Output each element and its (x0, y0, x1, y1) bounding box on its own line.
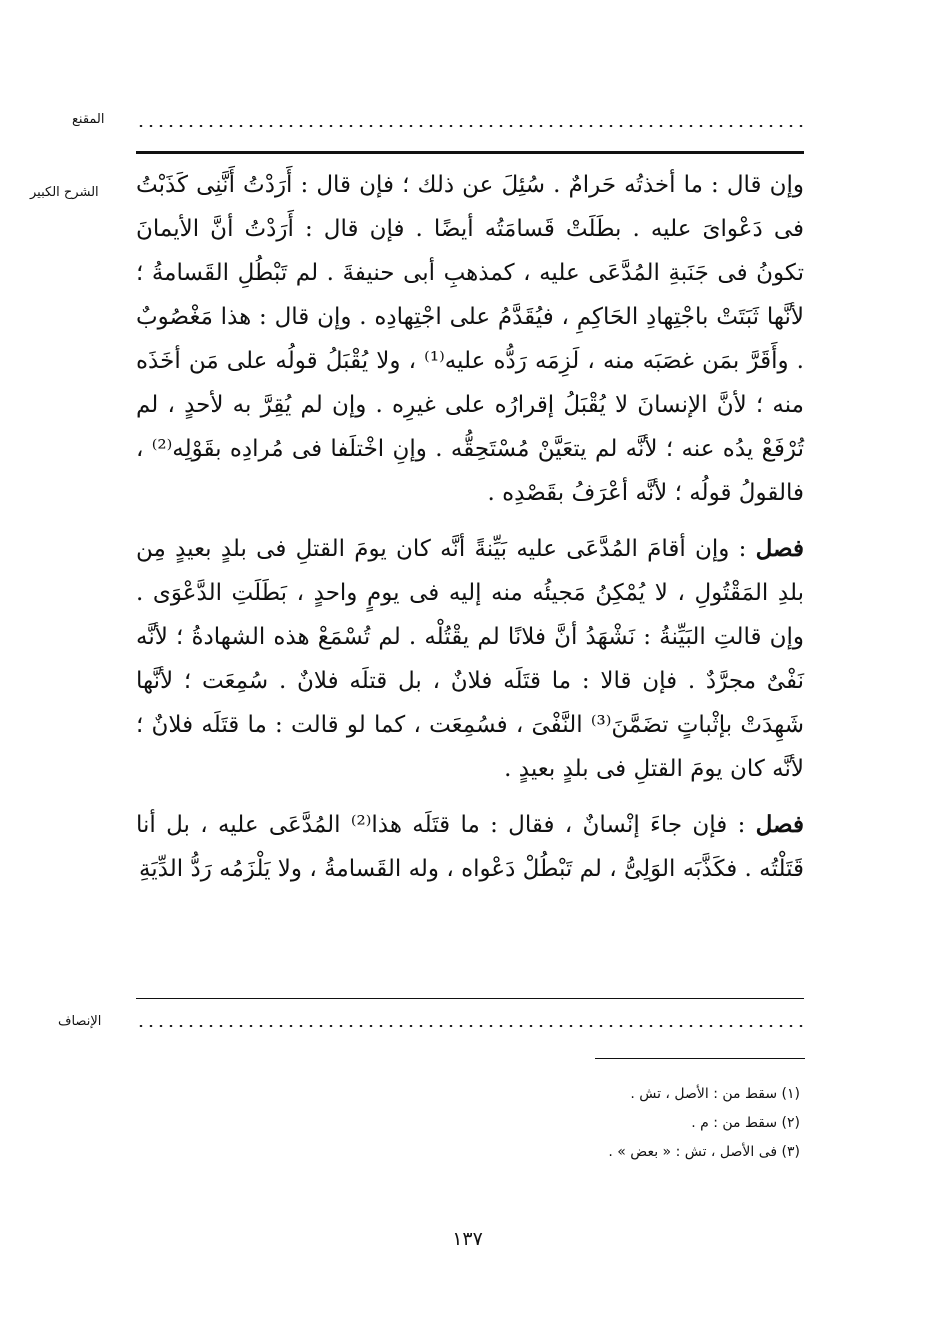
side-label-sharh: الشرح الكبير (30, 185, 99, 200)
footnotes (460, 1080, 800, 1167)
header-dotted-line (136, 125, 804, 127)
footer-rule (136, 998, 804, 999)
paragraph-3 (136, 803, 804, 891)
paragraph-2 (136, 527, 804, 791)
footnote-3: (٣) فى الأصل ، تش : « بعض » . (608, 1144, 800, 1160)
main-text (136, 163, 804, 891)
paragraph-2-text: : وإن أقامَ المُدَّعَى عليه بَيِّنةً أنَّه كان يومَ القتلِ فى بلدٍ بعيدٍ مِن بلدِ المَقْتُولِ ، لا يُمْكِنُ مَجيئُه منه إليه فى يومٍ واحدٍ ، بَطَلَتِ الدَّعْوَى . وإن قالتِ البَيِّنةُ : نَشْهَدُ أنَّ فلانًا لم يقْتُلْه . لم تُسْمَعْ هذه الشهادةُ ؛ لأنَّه نَفْىٌ مجرَّدٌ . فإن قالا : ما قتَلَه فلانٌ ، بل قتلَه فلانٌ . سُمِعَت ؛ لأنَّها شَهِدَتْ بإثْباتٍ تضَمَّنَ⁽³⁾ النَّفْىَ ، فسُمِعَت ، كما لو قالت : ما قتَلَه فلانٌ ؛ لأنَّه كان يومَ القتلِ فى بلدٍ بعيدٍ . (136, 536, 805, 782)
paragraph-1-text: وإن قال : ما أخذتُه حَرامٌ . سُئِلَ عن ذلك ؛ فإن قال : أَرَدْتُ أَنَّنِى كَذَبْتُ فى دَعْواىَ عليه . بطَلَتْ قَسامَتُه أيضًا . فإن قال : أَرَدْتُ أنَّ الأيمانَ تكونُ فى جَنَبةِ المُدَّعَى عليه ، كمذهبِ أبى حنيفةَ . لم تَبْطُلِ القَسامةُ ؛ لأنَّها ثَبَتَتْ باجْتِهادِ الحَاكِمِ ، فيُقَدَّمُ على اجْتِهادِه . وإن قال : هذا مَغْصُوبٌ . وأَقَرَّ بمَن غصَبَه منه ، لَزِمَه رَدُّه عليه⁽¹⁾ ، ولا يُقْبَلُ قولُه على مَن أخَذَه منه ؛ لأنَّ الإنسانَ لا يُقْبَلُ إقرارُه على غيرِه . وإن لم يُقِرَّ به لأحدٍ ، لم تُرْفَعْ يدُه عنه ؛ لأنَّه لم يتعَيَّنْ مُسْتَحِقُّه . وإنِ اخْتلَفا فى مُرادِه بقَوْلِه⁽²⁾ ، فالقولُ قولُه ؛ لأنَّه أعْرَفُ بقَصْدِه . (136, 172, 804, 506)
section-keyword: فصل (755, 811, 804, 838)
footnote-2: (٢) سقط من : م . (691, 1115, 800, 1131)
footnote-separator (595, 1058, 805, 1059)
header-rule (136, 151, 804, 154)
paragraph-3-text: : فإن جاءَ إنْسانٌ ، فقال : ما قتَلَه هذا⁽²⁾ المُدَّعَى عليه ، بل أنا قَتَلْتُه . فكَذَّبَه الوَلِىُّ ، لم تَبْطُلْ دَعْواه ، وله القَسامةُ ، ولا يَلْزَمُه رَدُّ الدِّيَةِ (136, 812, 804, 882)
footnote-1: (١) سقط من : الأصل ، تش . (630, 1086, 800, 1102)
header-label-muqni: المقنع (72, 112, 105, 127)
section-keyword: فصل (755, 535, 804, 562)
page-number: ١٣٧ (452, 1228, 483, 1250)
paragraph-1 (136, 163, 804, 515)
footer-label-insaf: الإنصاف (58, 1014, 102, 1029)
footer-dotted-line (136, 1025, 804, 1027)
